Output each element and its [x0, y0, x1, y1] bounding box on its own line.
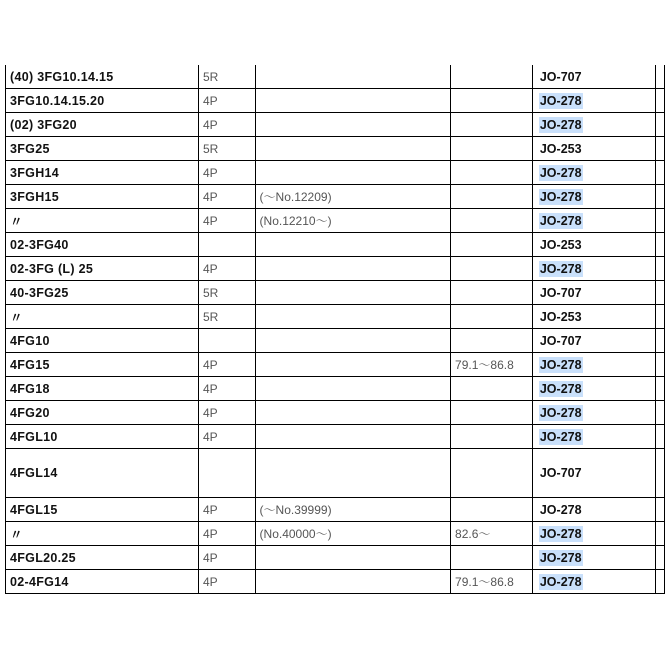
model-cell: 4FG10	[6, 329, 199, 353]
pole-cell: 4P	[198, 185, 255, 209]
edge-cell	[655, 425, 664, 449]
edge-cell	[655, 185, 664, 209]
part-code: JO-278	[539, 93, 582, 108]
value-range-cell	[451, 137, 533, 161]
part-code: JO-278	[539, 526, 582, 541]
model-cell: 〃	[6, 209, 199, 233]
part-code: JO-707	[539, 69, 582, 84]
value-range-cell: 79.1～86.8	[451, 353, 533, 377]
model-cell: 4FGL20.25	[6, 546, 199, 570]
model-cell: 3FGH15	[6, 185, 199, 209]
value-range-cell	[451, 425, 533, 449]
table-row	[6, 449, 665, 498]
part-code: JO-278	[539, 357, 582, 372]
part-code: JO-278	[539, 429, 582, 444]
part-code: JO-253	[539, 309, 582, 324]
part-code-cell	[532, 233, 655, 257]
part-code-cell	[532, 65, 655, 89]
part-code-cell	[532, 89, 655, 113]
table-row	[6, 377, 665, 401]
part-code-cell	[532, 305, 655, 329]
edge-cell	[655, 353, 664, 377]
pole-cell: 5R	[198, 65, 255, 89]
pole-cell: 4P	[198, 425, 255, 449]
edge-cell	[655, 449, 664, 498]
part-code-cell	[532, 329, 655, 353]
pole-cell: 5R	[198, 137, 255, 161]
serial-range-cell	[255, 233, 451, 257]
table-row	[6, 329, 665, 353]
pole-cell: 4P	[198, 498, 255, 522]
serial-range-cell	[255, 89, 451, 113]
value-range-cell	[451, 113, 533, 137]
value-range-cell	[451, 161, 533, 185]
part-code: JO-278	[539, 261, 582, 276]
value-range-cell	[451, 209, 533, 233]
model-cell: 〃	[6, 522, 199, 546]
pole-cell	[198, 329, 255, 353]
part-code-cell	[532, 377, 655, 401]
part-code: JO-278	[539, 502, 582, 517]
value-range-cell	[451, 281, 533, 305]
part-code-cell	[532, 185, 655, 209]
part-code-cell	[532, 353, 655, 377]
part-code-cell	[532, 449, 655, 498]
value-range-cell	[451, 377, 533, 401]
model-cell: 4FG18	[6, 377, 199, 401]
edge-cell	[655, 281, 664, 305]
value-range-cell	[451, 546, 533, 570]
edge-cell	[655, 161, 664, 185]
serial-range-cell	[255, 65, 451, 89]
part-code-cell	[532, 209, 655, 233]
part-code-cell	[532, 425, 655, 449]
table-row	[6, 209, 665, 233]
value-range-cell	[451, 65, 533, 89]
pole-cell: 4P	[198, 570, 255, 594]
table-row	[6, 185, 665, 209]
model-cell: (02) 3FG20	[6, 113, 199, 137]
model-cell: 4FGL10	[6, 425, 199, 449]
edge-cell	[655, 65, 664, 89]
table-row	[6, 281, 665, 305]
edge-cell	[655, 209, 664, 233]
table-row	[6, 305, 665, 329]
edge-cell	[655, 522, 664, 546]
serial-range-cell	[255, 546, 451, 570]
value-range-cell	[451, 257, 533, 281]
serial-range-cell	[255, 113, 451, 137]
part-code-cell	[532, 113, 655, 137]
table-row	[6, 89, 665, 113]
part-code: JO-278	[539, 381, 582, 396]
value-range-cell	[451, 329, 533, 353]
pole-cell: 4P	[198, 257, 255, 281]
serial-range-cell	[255, 137, 451, 161]
model-cell: 02-3FG40	[6, 233, 199, 257]
part-code: JO-278	[539, 165, 582, 180]
part-code: JO-278	[539, 405, 582, 420]
pole-cell: 5R	[198, 305, 255, 329]
serial-range-cell	[255, 257, 451, 281]
part-code-cell	[532, 257, 655, 281]
edge-cell	[655, 329, 664, 353]
serial-range-cell	[255, 353, 451, 377]
table-row	[6, 257, 665, 281]
pole-cell: 4P	[198, 113, 255, 137]
part-code: JO-278	[539, 213, 582, 228]
table-row	[6, 137, 665, 161]
table-row	[6, 401, 665, 425]
part-code: JO-707	[539, 285, 582, 300]
table-row	[6, 498, 665, 522]
model-cell: 4FG15	[6, 353, 199, 377]
part-code: JO-278	[539, 189, 582, 204]
part-code: JO-278	[539, 117, 582, 132]
part-code: JO-253	[539, 237, 582, 252]
table-row	[6, 570, 665, 594]
pole-cell	[198, 449, 255, 498]
serial-range-cell: (No.40000～)	[255, 522, 451, 546]
part-code-cell	[532, 546, 655, 570]
part-code-cell	[532, 281, 655, 305]
serial-range-cell	[255, 425, 451, 449]
edge-cell	[655, 137, 664, 161]
model-cell: 〃	[6, 305, 199, 329]
table-row	[6, 113, 665, 137]
edge-cell	[655, 257, 664, 281]
serial-range-cell	[255, 401, 451, 425]
pole-cell: 4P	[198, 546, 255, 570]
value-range-cell	[451, 233, 533, 257]
part-code-cell	[532, 498, 655, 522]
value-range-cell: 82.6～	[451, 522, 533, 546]
model-cell: 3FG25	[6, 137, 199, 161]
parts-table-body	[6, 65, 665, 594]
part-code: JO-278	[539, 550, 582, 565]
table-row	[6, 522, 665, 546]
value-range-cell	[451, 89, 533, 113]
pole-cell: 4P	[198, 522, 255, 546]
pole-cell: 5R	[198, 281, 255, 305]
value-range-cell	[451, 185, 533, 209]
serial-range-cell	[255, 281, 451, 305]
model-cell: (40) 3FG10.14.15	[6, 65, 199, 89]
value-range-cell	[451, 305, 533, 329]
edge-cell	[655, 89, 664, 113]
parts-table	[5, 65, 665, 594]
edge-cell	[655, 498, 664, 522]
part-code-cell	[532, 522, 655, 546]
table-row	[6, 546, 665, 570]
pole-cell: 4P	[198, 377, 255, 401]
part-code-cell	[532, 161, 655, 185]
serial-range-cell	[255, 449, 451, 498]
part-code-cell	[532, 570, 655, 594]
edge-cell	[655, 233, 664, 257]
model-cell: 4FGL14	[6, 449, 199, 498]
table-row	[6, 425, 665, 449]
pole-cell: 4P	[198, 89, 255, 113]
serial-range-cell	[255, 329, 451, 353]
part-code-cell	[532, 401, 655, 425]
pole-cell: 4P	[198, 209, 255, 233]
part-code: JO-707	[539, 333, 582, 348]
part-code: JO-707	[539, 466, 582, 480]
model-cell: 02-3FG (L) 25	[6, 257, 199, 281]
pole-cell: 4P	[198, 161, 255, 185]
value-range-cell	[451, 401, 533, 425]
pole-cell: 4P	[198, 353, 255, 377]
table-row	[6, 353, 665, 377]
edge-cell	[655, 401, 664, 425]
edge-cell	[655, 377, 664, 401]
model-cell: 4FG20	[6, 401, 199, 425]
pole-cell: 4P	[198, 401, 255, 425]
serial-range-cell: (～No.39999)	[255, 498, 451, 522]
value-range-cell	[451, 498, 533, 522]
table-row	[6, 161, 665, 185]
model-cell: 3FG10.14.15.20	[6, 89, 199, 113]
model-cell: 40-3FG25	[6, 281, 199, 305]
serial-range-cell: (～No.12209)	[255, 185, 451, 209]
serial-range-cell	[255, 161, 451, 185]
edge-cell	[655, 113, 664, 137]
edge-cell	[655, 546, 664, 570]
serial-range-cell	[255, 377, 451, 401]
serial-range-cell	[255, 305, 451, 329]
model-cell: 02-4FG14	[6, 570, 199, 594]
model-cell: 3FGH14	[6, 161, 199, 185]
model-cell: 4FGL15	[6, 498, 199, 522]
value-range-cell: 79.1～86.8	[451, 570, 533, 594]
edge-cell	[655, 305, 664, 329]
part-code: JO-278	[539, 574, 582, 589]
pole-cell	[198, 233, 255, 257]
part-code-cell	[532, 137, 655, 161]
table-row	[6, 65, 665, 89]
table-row	[6, 233, 665, 257]
serial-range-cell: (No.12210～)	[255, 209, 451, 233]
edge-cell	[655, 570, 664, 594]
part-code: JO-253	[539, 141, 582, 156]
value-range-cell	[451, 449, 533, 498]
serial-range-cell	[255, 570, 451, 594]
